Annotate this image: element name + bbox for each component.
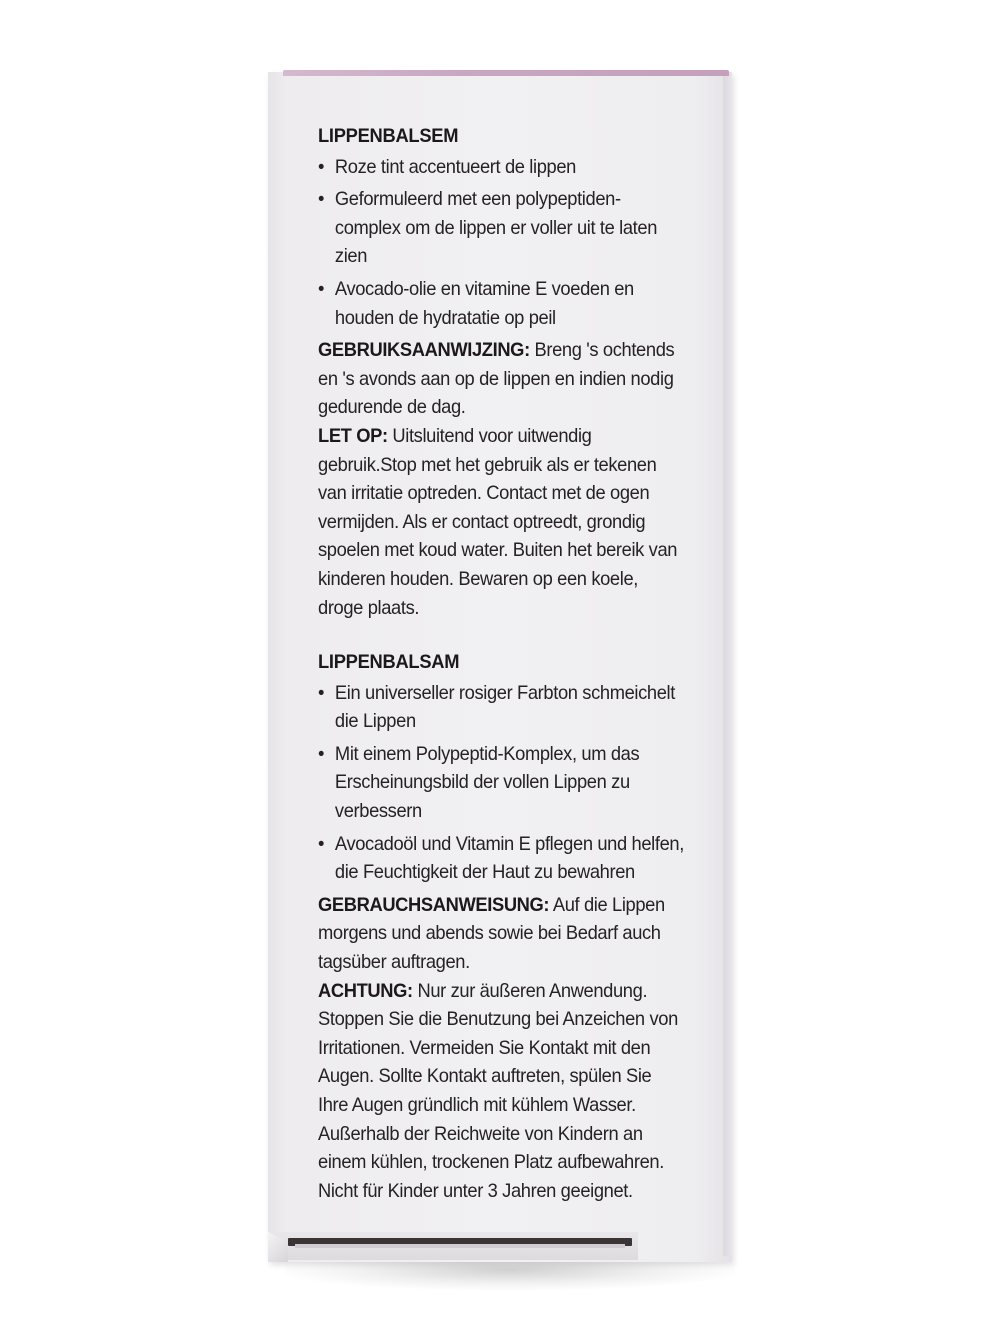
german-section — [318, 648, 685, 1205]
dutch-warning-label: LET OP: — [318, 424, 388, 447]
german-usage-label: GEBRAUCHSANWEISUNG: — [318, 893, 550, 916]
german-warning — [318, 977, 685, 1206]
dutch-usage-label: GEBRUIKSAANWIJZING: — [318, 339, 530, 362]
dutch-bullet: • Roze tint accentueert de lippen — [318, 153, 685, 182]
dutch-usage — [318, 336, 685, 422]
dutch-warning-text: Uitsluitend voor uitwendig gebruik.Stop met het gebruik als er tekenen van irritatie optreden. Contact met de ogen vermijden. Als er contact optreedt, grondig spoelen met koud water. Buiten het bereik van kinderen houden. Bewaren op een koele, droge plaats. — [318, 424, 678, 619]
german-warning-label: ACHTUNG: — [318, 979, 413, 1002]
dutch-bullet: • Geformuleerd met een polypeptiden-complex om de lippen er voller uit te laten zien — [318, 185, 685, 271]
box-bottom-slit-highlight — [295, 1244, 625, 1248]
dutch-heading: LIPPENBALSEM — [318, 125, 459, 147]
german-usage-text: Auf die Lippen morgens und abends sowie bei Bedarf auch tagsüber auftragen. — [318, 893, 665, 974]
dutch-warning — [318, 422, 685, 622]
dutch-usage-text: Breng 's ochtends en 's avonds aan op de lippen en indien nodig gedurende de dag. — [318, 339, 675, 419]
german-warning-text: Nur zur äußeren Anwendung. Stoppen Sie die Benutzung bei Anzeichen von Irritationen. Vermeiden Sie Kontakt mit den Augen. Sollte Kontakt auftreten, spülen Sie Ihre Augen gründlich mit kühlem Wasser. Außerhalb der Reichweite von Kindern an einem kühlen, trockenen Platz aufbewahren. Nicht für Kinder unter 3 Jahren geeignet. — [318, 979, 678, 1202]
german-bullet: • Mit einem Polypeptid-Komplex, um das Erscheinungsbild der vollen Lippen zu verbessern — [318, 740, 685, 826]
dutch-bullet: • Avocado-olie en vitamine E voeden en houden de hydratatie op peil — [318, 275, 685, 332]
german-bullet: • Avocadoöl und Vitamin E pflegen und helfen, die Feuchtigkeit der Haut zu bewahren — [318, 830, 685, 887]
dutch-section — [318, 122, 685, 622]
section-spacer — [318, 622, 685, 648]
box-right-fold — [723, 76, 732, 1256]
german-heading: LIPPENBALSAM — [318, 651, 460, 674]
german-bullet: • Ein universeller rosiger Farbton schmeichelt die Lippen — [318, 679, 685, 736]
label-text-block — [318, 122, 685, 1205]
german-usage — [318, 891, 685, 977]
box-top-edge — [283, 70, 729, 76]
